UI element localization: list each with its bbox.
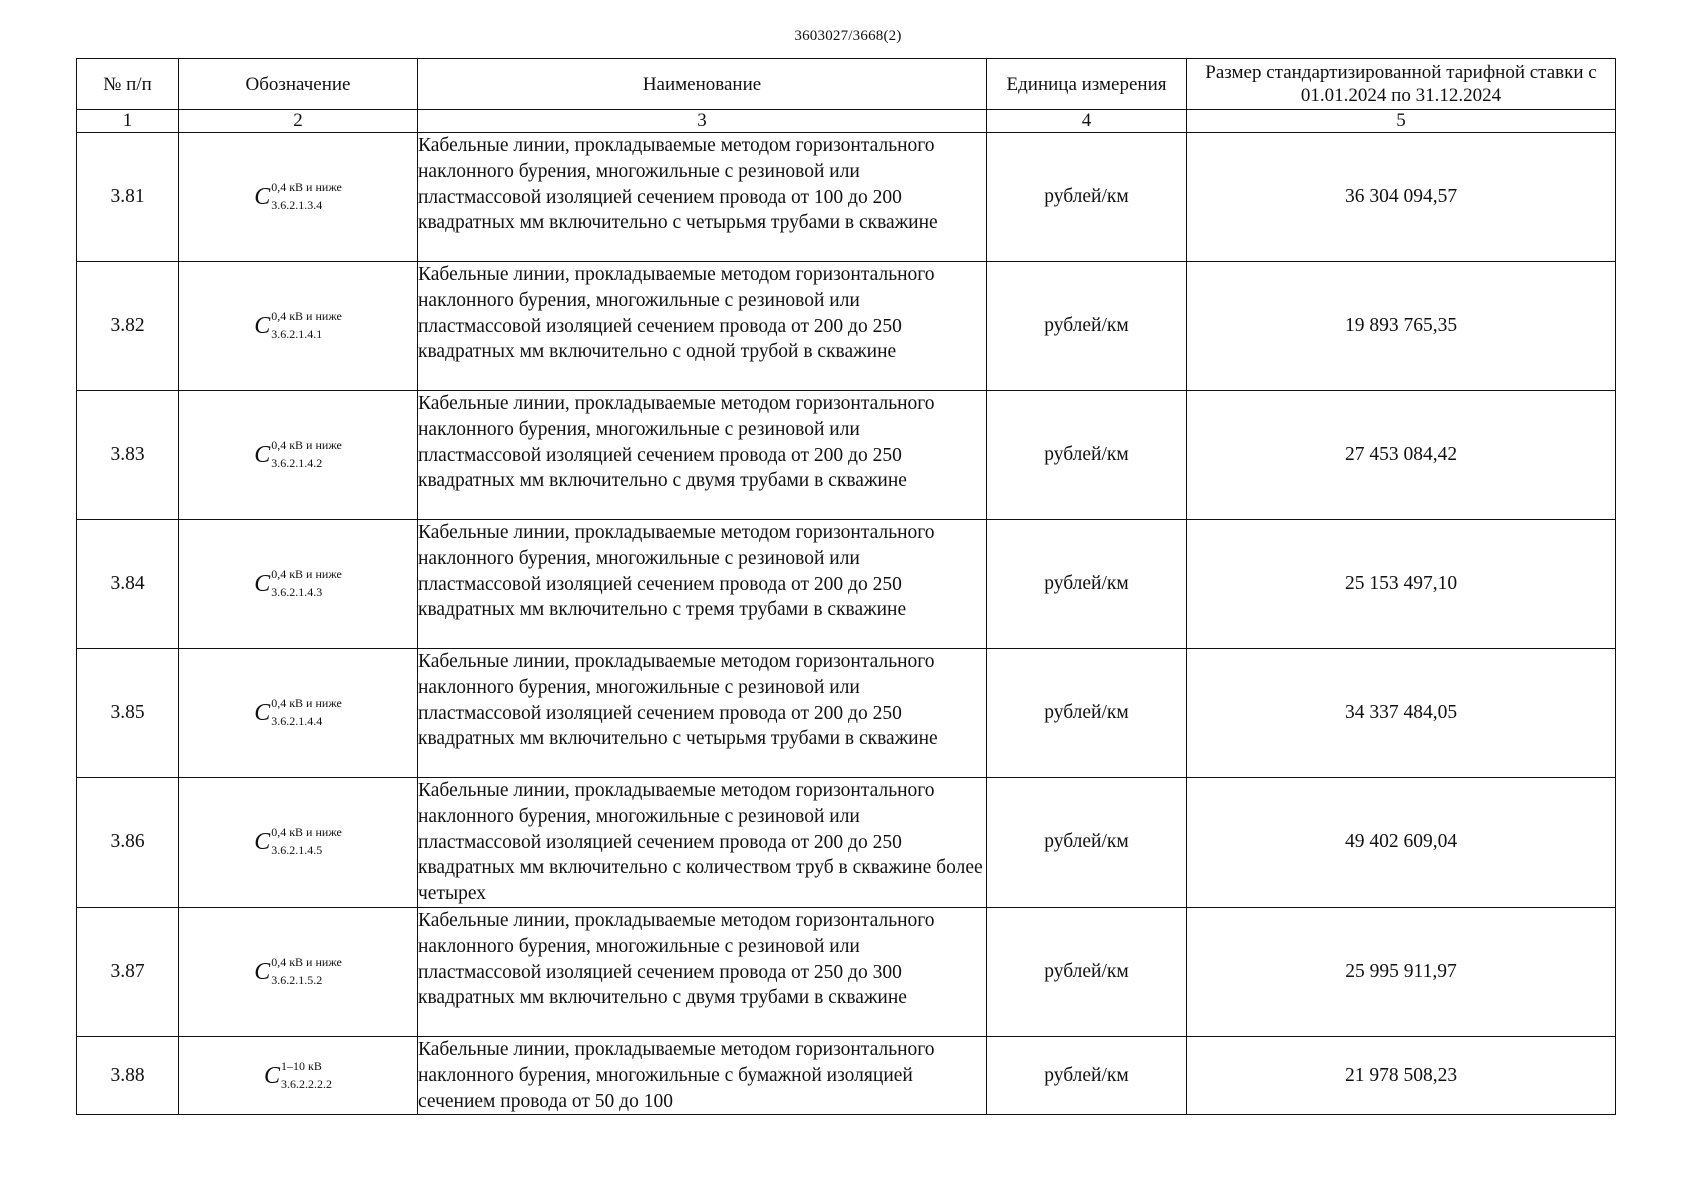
unit-cell: рублей/км (987, 1036, 1187, 1114)
tariff-symbol-index: 3.6.2.1.4.2 (271, 456, 323, 470)
tariff-symbol-voltage: 0,4 кВ и ниже (271, 954, 342, 969)
tariff-symbol-letter: C (254, 184, 271, 210)
rate-value: 27 453 084,42 (1187, 391, 1616, 520)
item-name: Кабельные линии, прокладываемые методом горизонтального наклонного бурения, многожильные с резиновой или пластмассовой изоляцией сечением провода от 100 до 200 квадратных мм включительно с четырьмя трубами в скважине (418, 133, 987, 262)
header-unit: Единица измерения (987, 59, 1187, 110)
tariff-symbol-voltage: 0,4 кВ и ниже (271, 567, 342, 581)
item-name: Кабельные линии, прокладываемые методом горизонтального наклонного бурения, многожильные с бумажной изоляцией сечением провода от 50 до 100 (418, 1036, 987, 1114)
tariff-symbol-letter: C (254, 313, 271, 339)
tariff-symbol-letter: C (254, 700, 271, 726)
table-row (77, 778, 1616, 908)
table-header-row (77, 59, 1616, 110)
designation-cell (179, 520, 418, 649)
designation-cell (179, 649, 418, 778)
item-name: Кабельные линии, прокладываемые методом горизонтального наклонного бурения, многожильные с резиновой или пластмассовой изоляцией сечением провода от 200 до 250 квадратных мм включительно с четырьмя трубами в скважине (418, 649, 987, 778)
tariff-symbol-index: 3.6.2.2.2.2 (281, 1076, 332, 1091)
tariff-symbol-voltage: 0,4 кВ и ниже (271, 696, 342, 710)
table-row (77, 907, 1616, 1036)
row-number: 3.84 (77, 520, 179, 649)
tariff-symbol-index: 3.6.2.1.4.3 (271, 585, 323, 599)
column-number: 1 (77, 110, 179, 133)
unit-cell: рублей/км (987, 133, 1187, 262)
tariff-symbol-index: 3.6.2.1.4.1 (271, 327, 323, 341)
table-row (77, 391, 1616, 520)
tariff-symbol-index: 3.6.2.1.3.4 (271, 198, 323, 212)
column-number-row (77, 110, 1616, 133)
column-number: 3 (418, 110, 987, 133)
row-number: 3.87 (77, 907, 179, 1036)
unit-cell: рублей/км (987, 907, 1187, 1036)
tariff-symbol-index: 3.6.2.1.4.4 (271, 714, 323, 728)
tariff-symbol-index: 3.6.2.1.4.5 (271, 843, 323, 858)
row-number: 3.82 (77, 262, 179, 391)
unit-cell: рублей/км (987, 778, 1187, 908)
column-number: 4 (987, 110, 1187, 133)
document-number: 3603027/3668(2) (794, 28, 902, 44)
tariff-table (76, 58, 1616, 1115)
tariff-symbol-voltage: 0,4 кВ и ниже (271, 309, 342, 323)
rate-value: 49 402 609,04 (1187, 778, 1616, 908)
tariff-symbol (254, 309, 342, 341)
tariff-symbol (254, 954, 342, 987)
designation-cell (179, 1036, 418, 1114)
tariff-symbol-letter: C (254, 958, 271, 985)
tariff-symbol (254, 180, 342, 212)
header-designation: Обозначение (179, 59, 418, 110)
column-number: 2 (179, 110, 418, 133)
rate-value: 19 893 765,35 (1187, 262, 1616, 391)
row-number: 3.86 (77, 778, 179, 908)
designation-cell (179, 907, 418, 1036)
designation-cell (179, 133, 418, 262)
tariff-symbol-voltage: 0,4 кВ и ниже (271, 180, 342, 194)
rate-value: 21 978 508,23 (1187, 1036, 1616, 1114)
tariff-symbol-index: 3.6.2.1.5.2 (271, 972, 323, 987)
rate-value: 25 995 911,97 (1187, 907, 1616, 1036)
tariff-symbol-voltage: 0,4 кВ и ниже (271, 825, 342, 840)
table-row (77, 649, 1616, 778)
rate-value: 36 304 094,57 (1187, 133, 1616, 262)
row-number: 3.83 (77, 391, 179, 520)
table-row (77, 262, 1616, 391)
rate-value: 34 337 484,05 (1187, 649, 1616, 778)
table-row (77, 1036, 1616, 1114)
unit-cell: рублей/км (987, 262, 1187, 391)
tariff-symbol-voltage: 1–10 кВ (281, 1058, 322, 1073)
designation-cell (179, 391, 418, 520)
tariff-symbol (263, 1058, 332, 1091)
tariff-symbol (254, 825, 342, 858)
tariff-symbol-letter: C (263, 1062, 280, 1089)
unit-cell: рублей/км (987, 649, 1187, 778)
header-name: Наименование (418, 59, 987, 110)
item-name: Кабельные линии, прокладываемые методом горизонтального наклонного бурения, многожильные с резиновой или пластмассовой изоляцией сечением провода от 200 до 250 квадратных мм включительно с двумя трубами в скважине (418, 391, 987, 520)
header-rate: Размер стандартизированной тарифной ставки с 01.01.2024 по 31.12.2024 (1187, 59, 1616, 110)
tariff-symbol (254, 696, 342, 728)
item-name: Кабельные линии, прокладываемые методом горизонтального наклонного бурения, многожильные с резиновой или пластмассовой изоляцией сечением провода от 200 до 250 квадратных мм включительно с одной трубой в скважине (418, 262, 987, 391)
item-name: Кабельные линии, прокладываемые методом горизонтального наклонного бурения, многожильные с резиновой или пластмассовой изоляцией сечением провода от 200 до 250 квадратных мм включительно с количеством труб в скважине более четырех (418, 778, 987, 908)
tariff-symbol-letter: C (254, 442, 271, 468)
tariff-symbol-letter: C (254, 571, 271, 597)
row-number: 3.81 (77, 133, 179, 262)
header-num: № п/п (77, 59, 179, 110)
tariff-symbol-letter: C (254, 829, 271, 856)
tariff-symbol (254, 438, 342, 470)
unit-cell: рублей/км (987, 391, 1187, 520)
row-number: 3.85 (77, 649, 179, 778)
item-name: Кабельные линии, прокладываемые методом горизонтального наклонного бурения, многожильные с резиновой или пластмассовой изоляцией сечением провода от 250 до 300 квадратных мм включительно с двумя трубами в скважине (418, 907, 987, 1036)
tariff-symbol-voltage: 0,4 кВ и ниже (271, 438, 342, 452)
table-row (77, 520, 1616, 649)
rate-value: 25 153 497,10 (1187, 520, 1616, 649)
designation-cell (179, 778, 418, 908)
item-name: Кабельные линии, прокладываемые методом горизонтального наклонного бурения, многожильные с резиновой или пластмассовой изоляцией сечением провода от 200 до 250 квадратных мм включительно с тремя трубами в скважине (418, 520, 987, 649)
designation-cell (179, 262, 418, 391)
column-number: 5 (1187, 110, 1616, 133)
tariff-symbol (254, 567, 342, 599)
unit-cell: рублей/км (987, 520, 1187, 649)
table-row (77, 133, 1616, 262)
row-number: 3.88 (77, 1036, 179, 1114)
